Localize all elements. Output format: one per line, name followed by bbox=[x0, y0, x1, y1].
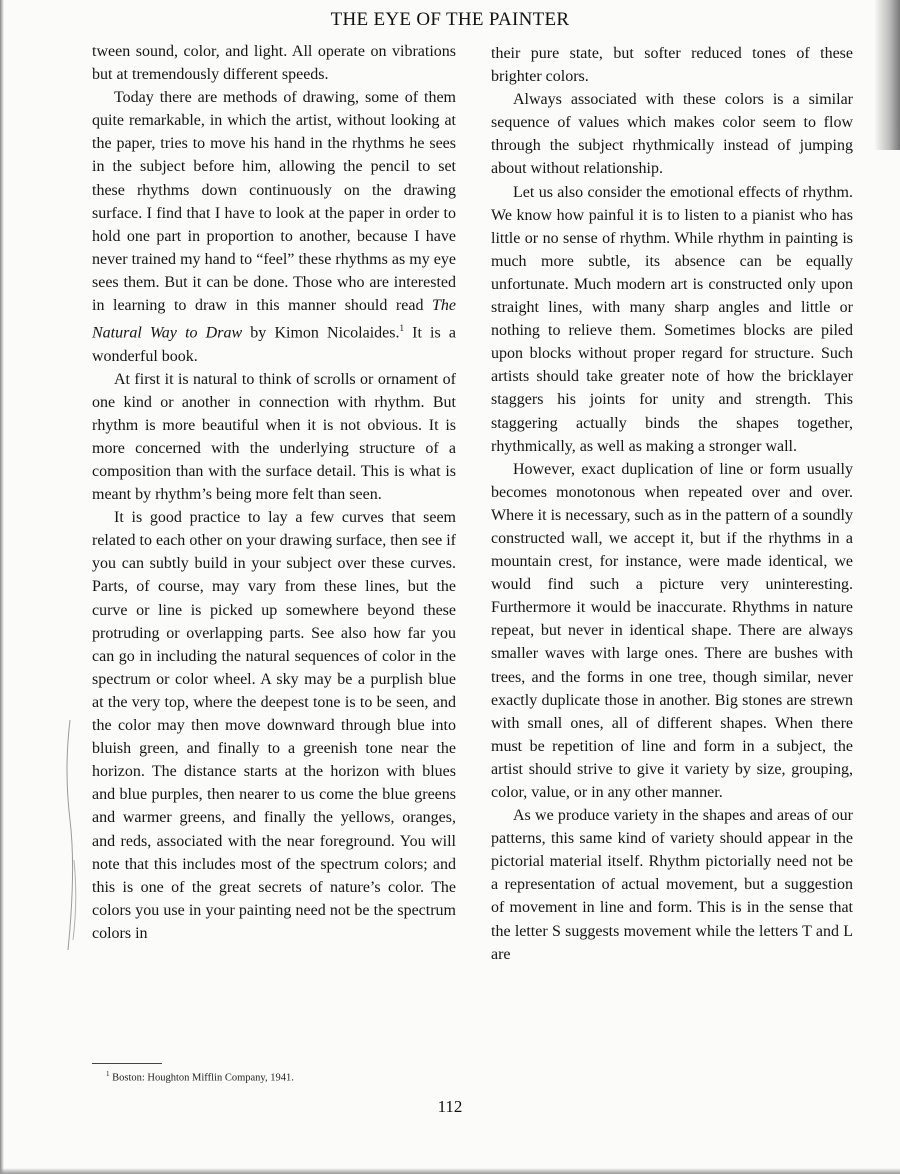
paragraph-text: It is a wonderful book. bbox=[92, 324, 456, 365]
footnote-marker: 1 bbox=[106, 1070, 110, 1078]
footnote-reference: 1 bbox=[399, 323, 404, 334]
paragraph: It is good practice to lay a few curves that seem related to each other on your drawing surface, then see if you can subtly build in your subject over these curves. Parts, of course, may vary from these lines, but the curve or line is picked up somewhere beyond these protruding or overlapping parts. See also how far you can go in including the natural sequences of color in the spectrum or color wheel. A sky may be a purplish blue at the very top, where the deepest tone is to be seen, and the color may then move downward through blue into bluish green, and finally to a greenish tone near the horizon. The distance starts at the horizon with blues and blue purples, then nearer to us come the blue greens and warmer greens, and finally the yellows, oranges, and reds, associated with the near foreground. You will note that this includes most of the spectrum colors; and this is one of the great secrets of nature’s color. The colors you use in your painting need not be the spectrum colors in bbox=[92, 509, 456, 942]
page-number: 112 bbox=[437, 1097, 463, 1116]
paragraph: Always associated with these colors is a similar sequence of values which makes color seem to flow through the subject rhythmically instead of jumping about without relationship. bbox=[491, 91, 853, 178]
paragraph: However, exact duplication of line or form usually becomes monotonous when repeated over and over. Where it is necessary, such as in the pattern of a soundly constructed wall, we accept it, but if the rhythms in a mountain crest, for instance, were made identical, we would find such a picture very uninteresting. Furthermore it would be inaccurate. Rhythms in nature repeat, but never in identical shape. There are always smaller waves with large ones. There are bushes with trees, and the forms in one tree, though similar, never exactly duplicate those in another. Big stones are strewn with small ones, all of different shapes. When there must be repetition of line and form in a subject, the artist should strive to give it variety by size, grouping, color, value, or in any other manner. bbox=[491, 460, 853, 801]
footnote-text: Boston: Houghton Mifflin Company, 1941. bbox=[112, 1072, 294, 1084]
scan-left-edge-shadow bbox=[0, 0, 4, 1174]
book-title: The Natural Way to Draw bbox=[92, 297, 457, 342]
right-column bbox=[491, 42, 853, 966]
scan-bottom-edge-shadow bbox=[0, 1168, 900, 1174]
paragraph: Let us also consider the emotional effects of rhythm. We know how painful it is to listen to a pianist who has little or no sense of rhythm. While rhythm in painting is much more subtle, its absence can be equally unfortunate. Much modern art is constructed only upon straight lines, with many sharp angles and little or nothing to relieve them. Sometimes blocks are piled upon blocks without proper regard for structure. Such artists should take greater note of how the bricklayer staggers his joints for unity and strength. This staggering actually binds the shapes together, rhythmically, as well as making a stronger wall. bbox=[491, 183, 853, 455]
paragraph-text: Today there are methods of drawing, some of them quite remarkable, in which the artist, without looking at the paper, tries to move his hand in the rhythms he sees in the subject before him, allowing the pencil to set these rhythms down continuously on the drawing surface. I find that I have to look at the paper in order to hold one part in proportion to another, because I have never trained my hand to “feel” these rhythms as my eye sees them. But it can be done. Those who are interested in learning to draw in this manner should read bbox=[92, 89, 456, 315]
paragraph: At first it is natural to think of scrolls or ornament of one kind or another in connection with rhythm. But rhythm is more beautiful when it is not obvious. It is more concerned with the underlying structure of a composition than with the surface detail. This is what is meant by rhythm’s being more felt than seen. bbox=[92, 370, 456, 504]
paragraph: tween sound, color, and light. All operate on vibrations but at tremendously different speeds. bbox=[92, 43, 456, 84]
footnote-rule bbox=[92, 1063, 162, 1064]
paragraph-text: by Kimon Nicolaides. bbox=[242, 324, 400, 342]
left-column bbox=[92, 40, 456, 945]
footnote bbox=[106, 1068, 446, 1085]
margin-pencil-mark bbox=[56, 710, 86, 960]
running-head: THE EYE OF THE PAINTER bbox=[330, 9, 570, 30]
paragraph bbox=[92, 86, 456, 367]
paragraph: As we produce variety in the shapes and areas of our patterns, this same kind of variety should appear in the pictorial material itself. Rhythm pictorially need not be a representation of actual movement, but a suggestion of movement in line and form. This is in the sense that the letter S suggests movement while the letters T and L are bbox=[491, 807, 853, 963]
paragraph: their pure state, but softer reduced tones of these brighter colors. bbox=[491, 45, 853, 86]
